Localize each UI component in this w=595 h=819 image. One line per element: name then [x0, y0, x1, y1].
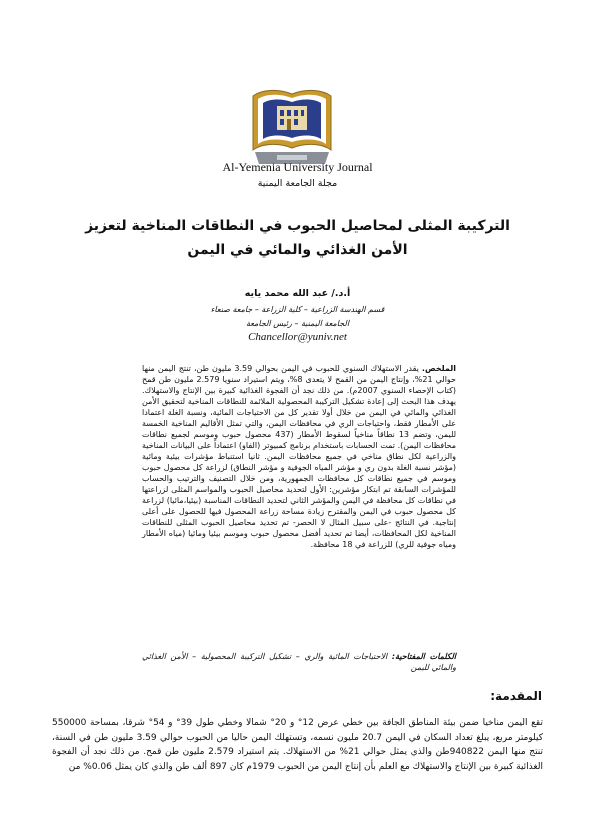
keywords	[142, 651, 456, 673]
abstract-text: يقدر الاستهلاك السنوي للحبوب في اليمن بحوالي 3.59 مليون طن، تنتج اليمن منها حوالي 21%، وإنتاج اليمن من القمح لا يتعدى 8%، ويتم استيراد سنويا 2.579 مليون طن قمح (كتاب الإحصاء السنوي 2007م). من ذلك نجد أن الفجوة الغذائية كبيرة بين الإنتاج والاستهلاك. يهدف هذا البحث إلى إعادة تشكيل التركيبة المحصولية الملائمة للنطاقات المناخية لتحقيق الأمن الغذائي والمائي في اليمن من خلال أولا تقدير كل من الاحتياجات المائية، ونسبة الغلة اعتمادا على الأمطار فقط، واحتياجات الري في محافظات اليمن، والتي تمثل الأقاليم المناخية الخمسة لليمن، وتضم 13 نطاقاً مناخياً لسقوط الأمطار (437 محصول حبوب وموسم لجميع نطاقات محافظات اليمن). تمت الحسابات باستخدام برنامج كمبيوتر (الفاو) اعتماداً على البيانات المناخية والزراعية لكل نطاق مناخي في جميع محافظات اليمن. ثانيا استنباط مؤشرات بيئية ومائية (مؤشر نسبة الغلة بدون ري و مؤشر المياه الجوفية و مؤشر النطاق) لزراعة كل محصول حبوب وموسم في جميع نطاقات كل محافظات الجمهورية، ومن خلال التصنيف والترتيب والحساب للمؤشرات السابقة تم ابتكار مؤشرين: الأول لتحديد محاصيل الحبوب والمواسم المثلى لزراعتها في نطاقات كل محافظة في اليمن والمؤشر الثاني لتحديد النطاقات المناسبة (بيئيا،مائيا) لزراعة كل محصول حبوب في اليمن والمقترح زيادة مساحة زراعة المحصول فيها للحصول على أعلى إنتاجية. في النتائج -على سبيل المثال لا الحصر- تم تحديد محاصيل الحبوب المثلى للنطاقات المناخية لكل المحافظات، أيضا تم تحديد أفضل محصول حبوب وموسم بيئيا ومائيا (مياه الأمطار ومياه جوفية للري) للزراعة في 18 محافظة.	[142, 364, 457, 549]
abstract	[142, 363, 456, 550]
author-name: أ.د./ عبد الله محمد يايه	[244, 288, 351, 299]
author-email: Chancellor@yuniv.net	[248, 331, 347, 343]
university-crest-logo	[247, 84, 337, 170]
abstract-label: الملخص.	[421, 364, 456, 373]
journal-name-ar: مجلة الجامعة اليمنية	[257, 178, 338, 189]
author-affiliation-2: الجامعة اليمنية – رئيس الجامعة	[245, 319, 350, 328]
paper-title: التركيبة المثلى لمحاصيل الحبوب في النطاقات المناخية لتعزيز الأمن الغذائي والمائي في اليمن	[85, 218, 510, 258]
keywords-label: الكلمات المفتاحية:	[391, 652, 456, 661]
introduction-text: تقع اليمن مناخيا ضمن بيئة المناطق الجافة بين خطي عرض 12° و 20° شمالا وخطي طول 39° و 54° شرقا، بمساحة 550000 كيلومتر مربع، يبلغ تعداد السكان في اليمن 20.7 مليون نسمه، وتستهلك اليمن حاليا من الحبوب حوالي 3.59 مليون طن في السنة، تنتج منها اليمن 940822طن والذي يمثل حوالي 21% من الاستهلاك. يتم استيراد 2.579 مليون طن قمح. من ذلك نجد أن الفجوة الغذائية كبيرة بين الإنتاج والاستهلاك مع العلم بأن إنتاج اليمن من الحبوب 1979م كان 897 ألف طن والذي كان يمثل 0.06% من	[52, 718, 544, 772]
introduction-heading: المقدمة:	[490, 689, 542, 703]
author-affiliation-1: قسم الهندسة الزراعية – كلية الزراعة – جامعة صنعاء	[210, 305, 385, 314]
journal-name-en: Al-Yemenia University Journal	[222, 160, 373, 174]
keywords-text: الاحتياجات المائية والري – تشكيل التركيبة المحصولية – الأمن الغذائي والمائي لليمن	[142, 652, 456, 672]
